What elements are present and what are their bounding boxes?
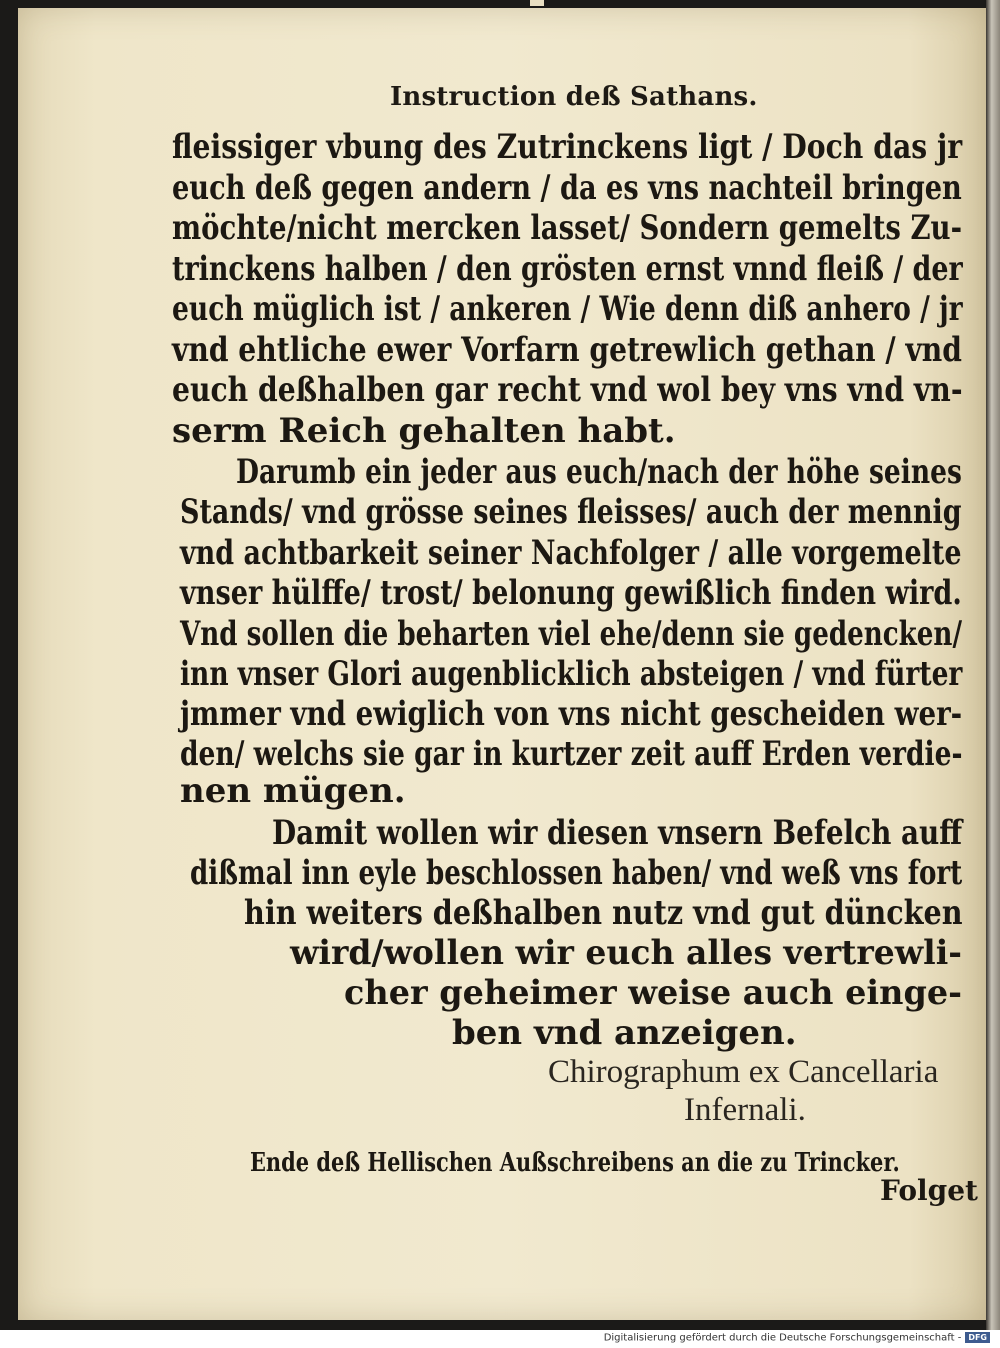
text-line: fleissiger vbung des Zutrinckens ligt / Doch das jr [172, 127, 963, 167]
text-line: nen mügen. [180, 771, 406, 811]
closing-line: Ende deß Hellischen Außschreibens an die zu Trincker. [250, 1148, 900, 1178]
text-line: hin weiters deßhalben nutz vnd gut düncken [244, 893, 963, 933]
footer-credit [560, 1332, 990, 1348]
text-line: Vnd sollen die beharten viel ehe/denn sie gedencken/ [180, 614, 963, 654]
text-line: ben vnd anzeigen. [452, 1013, 797, 1053]
text-line: vnd ehtliche ewer Vorfarn getrewlich gethan / vnd [172, 330, 962, 370]
text-line: Damit wollen wir diesen vnsern Befelch auff [272, 813, 963, 853]
text-line: euch deß gegen andern / da es vns nachteil bringen [172, 168, 962, 208]
text-line: wird/wollen wir euch alles vertrewli- [290, 933, 962, 973]
signature-line: Chirographum ex Cancellaria [548, 1054, 939, 1090]
text-line: euch müglich ist / ankeren / Wie denn diß anhero / jr [172, 289, 963, 329]
catchword: Folget [880, 1174, 978, 1207]
text-line: möchte/nicht mercken lasset/ Sondern gemelts Zu- [172, 208, 963, 248]
signature-line: Infernali. [684, 1092, 806, 1128]
text-line: euch deßhalben gar recht vnd wol bey vns vnd vn- [172, 370, 963, 410]
text-line: vnser hülffe/ trost/ belonung gewißlich finden wird. [180, 573, 962, 613]
text-line: Stands/ vnd grösse seines fleisses/ auch der mennig [180, 492, 962, 532]
text-line: dißmal inn eyle beschlossen haben/ vnd weß vns fort [190, 853, 963, 893]
dfg-logo: DFG [965, 1332, 990, 1343]
text-line: serm Reich gehalten habt. [172, 411, 676, 451]
text-line: den/ welchs sie gar in kurtzer zeit auff Erden verdie- [180, 734, 963, 774]
text-line: Darumb ein jeder aus euch/nach der höhe seines [236, 452, 962, 492]
text-line: vnd achtbarkeit seiner Nachfolger / alle vorgemelte [180, 533, 962, 573]
text-line: inn vnser Glori augenblicklich absteigen / vnd fürter [180, 654, 963, 694]
running-header: Instruction deß Sathans. [390, 82, 758, 112]
text-line: cher geheimer weise auch einge- [344, 973, 963, 1013]
text-line: trinckens halben / den grösten ernst vnnd fleiß / der [172, 249, 963, 289]
page-edge [986, 0, 1000, 1330]
footer-text: Digitalisierung gefördert durch die Deutsche Forschungsgemeinschaft - [603, 1332, 962, 1344]
page-notch [530, 0, 544, 6]
text-line: jmmer vnd ewiglich von vns nicht gescheiden wer- [180, 694, 963, 734]
